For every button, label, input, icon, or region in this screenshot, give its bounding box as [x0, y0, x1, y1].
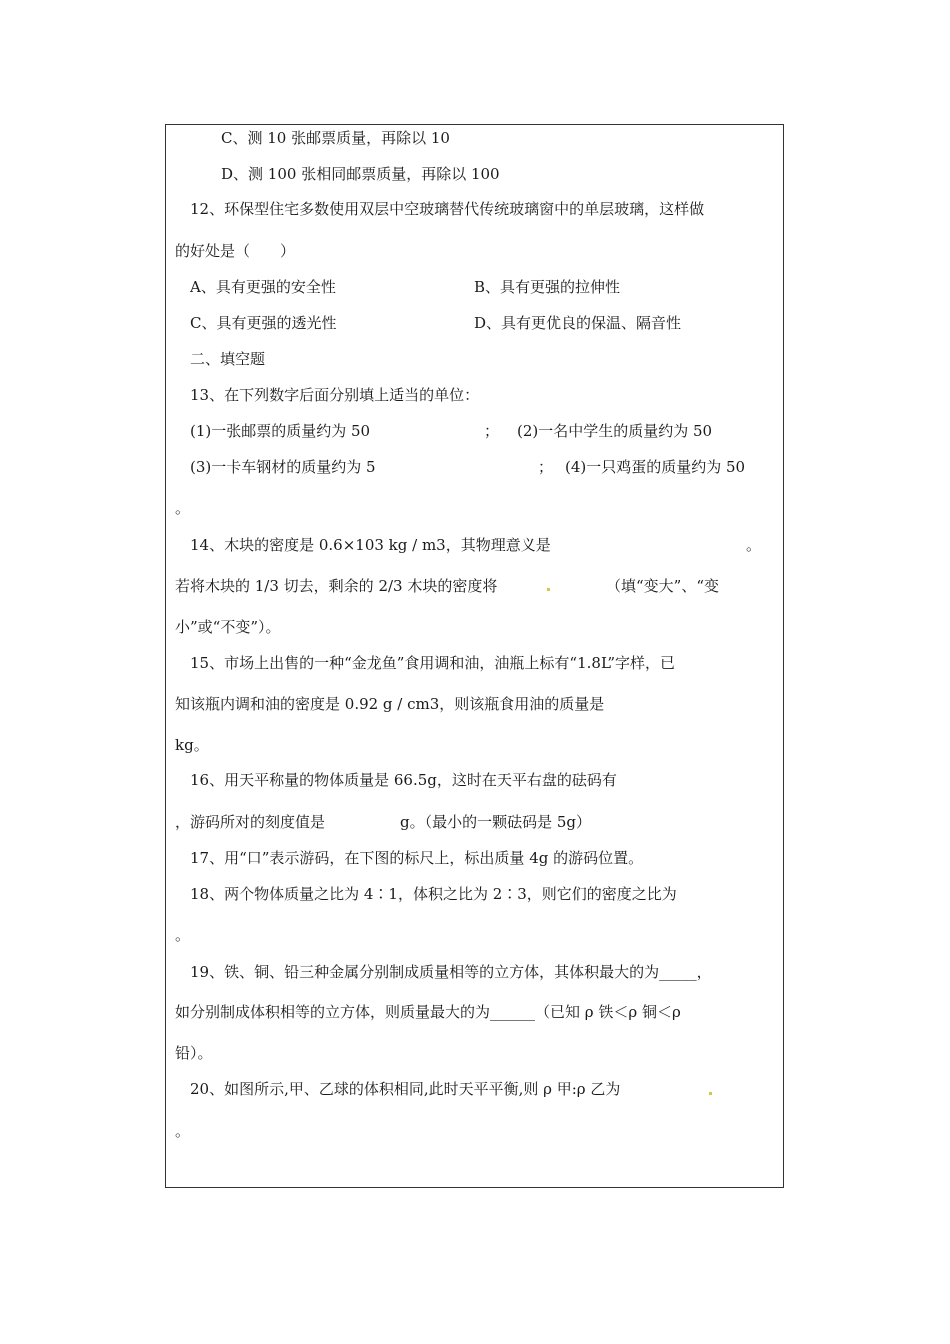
q16-line2: ，游码所对的刻度值是 — [175, 813, 326, 831]
section-heading-fill-in: 二、填空题 — [190, 350, 266, 368]
q12-stem-line1: 12、环保型住宅多数使用双层中空玻璃替代传统玻璃窗中的单层玻璃，这样做 — [190, 200, 705, 218]
q14-line2: 若将木块的 1/3 切去，剩余的 2/3 木块的密度将 — [175, 577, 498, 595]
q14-line2-options: （填“变大”、“变 — [606, 577, 720, 595]
q13-separator2: ； — [538, 458, 554, 476]
q18-line2: 。 — [175, 926, 191, 944]
q15-line3: kg。 — [175, 736, 209, 754]
q20-line2: 。 — [175, 1122, 191, 1140]
q12-option-b: B、具有更强的拉伸性 — [474, 278, 621, 296]
q14-line1: 14、木块的密度是 0.6×103 kg / m3，其物理意义是 — [190, 536, 551, 554]
q19-line2: 如分别制成体积相等的立方体，则质量最大的为______（已知 ρ 铁＜ρ 铜＜ρ — [175, 1003, 681, 1021]
mark-dot — [709, 1092, 712, 1095]
q18-line1: 18、两个物体质量之比为 4∶1，体积之比为 2∶3，则它们的密度之比为 — [190, 885, 677, 903]
q13-stem: 13、在下列数字后面分别填上适当的单位： — [190, 386, 480, 404]
q11-option-d: D、测 100 张相同邮票质量，再除以 100 — [221, 165, 500, 183]
q19-line3: 铅）。 — [175, 1044, 213, 1062]
mark-dot — [547, 588, 550, 591]
q13-separator1: ； — [484, 422, 500, 440]
q15-line2: 知该瓶内调和油的密度是 0.92 g / cm3，则该瓶食用油的质量是 — [175, 695, 605, 713]
q20-line1: 20、如图所示,甲、乙球的体积相同,此时天平平衡,则 ρ 甲:ρ 乙为 — [190, 1080, 621, 1098]
q13-part1: (1)一张邮票的质量约为 50 — [190, 422, 371, 440]
q14-line1-end: 。 — [746, 536, 762, 554]
q12-option-c: C、具有更强的透光性 — [190, 314, 337, 332]
q13-part4: (4)一只鸡蛋的质量约为 50 — [565, 458, 746, 476]
q13-part2: (2)一名中学生的质量约为 50 — [517, 422, 713, 440]
q15-line1: 15、市场上出售的一种“金龙鱼”食用调和油，油瓶上标有“1.8L”字样，已 — [190, 654, 675, 672]
q12-stem-line2: 的好处是（ ） — [175, 242, 296, 260]
q19-line1: 19、铁、铜、铅三种金属分别制成质量相等的立方体，其体积最大的为_____， — [190, 963, 712, 981]
q16-line1: 16、用天平称量的物体质量是 66.5g，这时在天平右盘的砝码有 — [190, 771, 617, 789]
q14-line3: 小”或“不变”）。 — [175, 618, 281, 636]
q12-option-a: A、具有更强的安全性 — [190, 278, 336, 296]
q17-line1: 17、用“口”表示游码，在下图的标尺上，标出质量 4g 的游码位置。 — [190, 849, 644, 867]
q11-option-c: C、测 10 张邮票质量，再除以 10 — [221, 129, 450, 147]
q16-line2-end: g。（最小的一颗砝码是 5g） — [400, 813, 592, 831]
q13-part3: (3)一卡车钢材的质量约为 5 — [190, 458, 376, 476]
q13-end: 。 — [175, 499, 191, 517]
q12-option-d: D、具有更优良的保温、隔音性 — [474, 314, 682, 332]
